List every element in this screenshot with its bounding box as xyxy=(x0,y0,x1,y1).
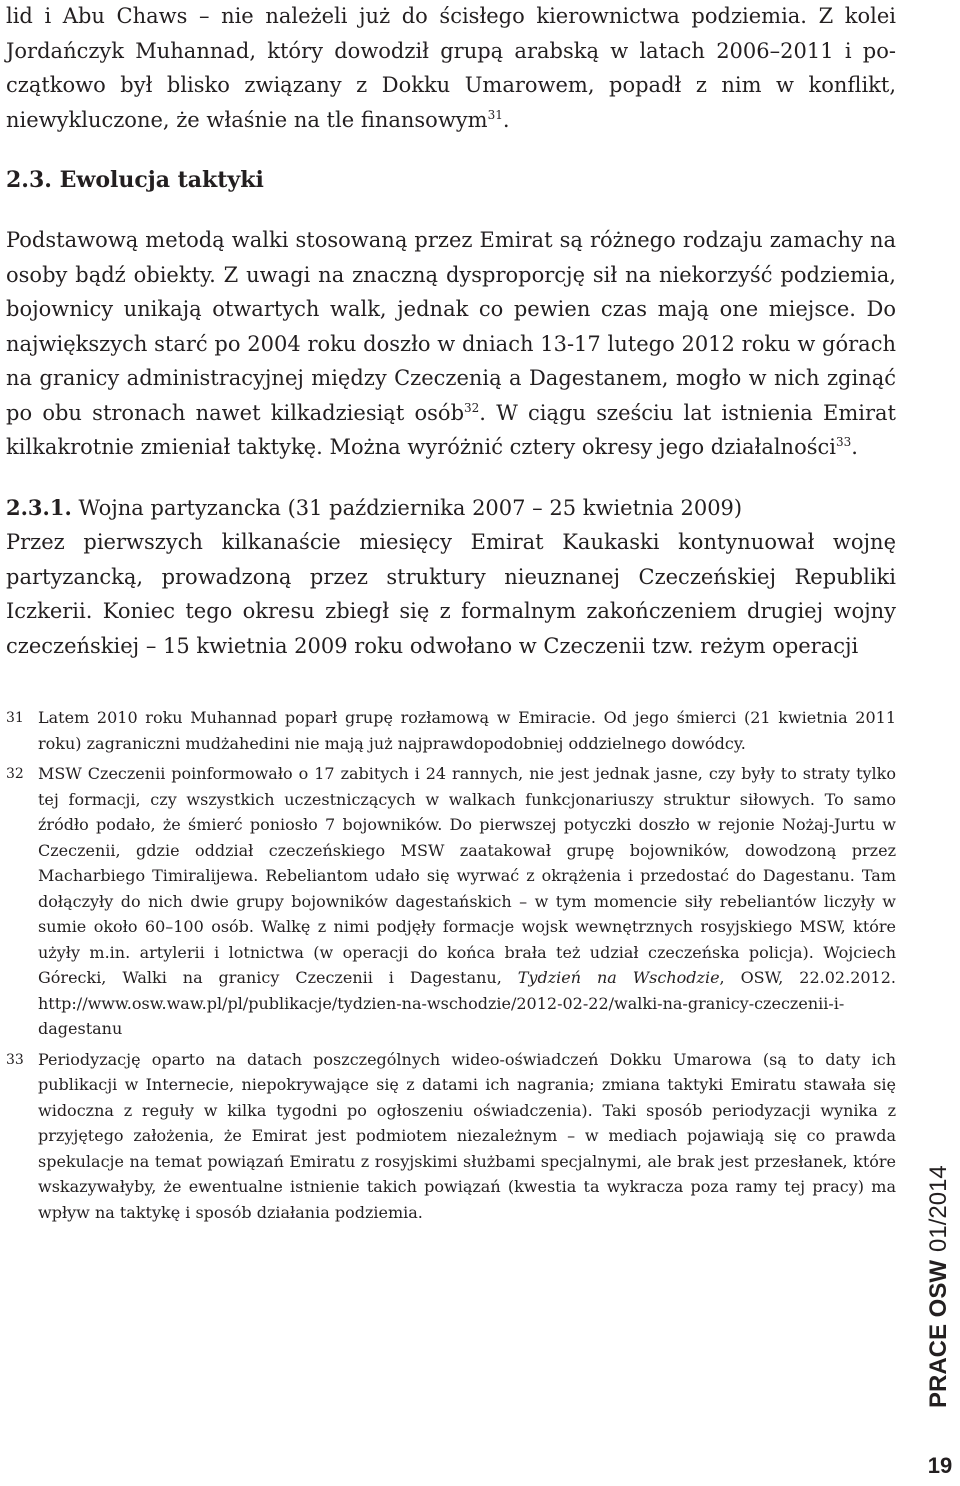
footnote-ref-31[interactable]: 31 xyxy=(487,107,503,122)
footnote-32 xyxy=(6,761,896,1042)
paragraph-guerrilla: Przez pierwszych kilkanaście miesięcy Emirat Kaukaski kontynuował wojnę partyzancką, prowadzoną przez struktury nieuznanej Czeczeńskiej Republiki Iczkerii. Koniec tego okresu zbiegł się z formalnym zakończeniem drugiej wojny czeczeńskiej – 15 kwietnia 2009 roku odwołano w Czeczenii tzw. reżym operacji xyxy=(6,530,896,658)
section-title: Ewolucja taktyki xyxy=(59,167,264,193)
publication-side-label xyxy=(922,1165,956,1408)
section-heading xyxy=(6,163,896,197)
publication-name: PRACE OSW xyxy=(925,1259,952,1408)
footnote-number: 33 xyxy=(6,1051,24,1068)
footnote-number: 31 xyxy=(6,710,24,726)
footnote-number: 32 xyxy=(6,766,24,782)
subsection-heading xyxy=(6,491,896,526)
footnote-33 xyxy=(6,1047,896,1226)
footnotes xyxy=(6,705,896,1225)
subsection-number: 2.3.1. xyxy=(6,494,72,520)
paragraph-tactics: Podstawową metodą walki stosowaną przez Emirat są różnego rodzaju zamachy na osoby bądź obiekty. Z uwagi na znaczną dysproporcję sił na niekorzyść podziemia, bojownicy unikają otwartych walk, jednak co pewien czas mają one miejsce. Do największych starć po 2004 roku doszło w dniach 13-17 lutego 2012 roku w górach na granicy administracyjnej między Czeczenią a Dagestanem, mogło w nich zginąć po obu stronach nawet kilkadziesiąt osób$^{32}$. W ciągu sześciu lat istnienia Emirat kilkakrotnie zmieniał taktykę. Można wyróżnić cztery okresy jego działalności$^{33}$. xyxy=(6,228,896,459)
footnote-31 xyxy=(6,705,896,756)
footnote-text: MSW Czeczenii poinformowało o 17 zabitych i 24 rannych, nie jest jednak jasne, czy były to straty tylko tej formacji, czy wszystkich uczestniczących w walkach funkcjonariuszy struktur siłowych. To samo źródło podało, że śmierć poniosło 7 bojowników. Do pierwszej potyczki doszło w rejonie Nożaj-Jurtu w Czeczenii, gdzie oddział czeczeńskiego MSW zaatakował grupę bojowników, dowodzoną przez Macharbiego Timiralijewa. Rebeliantom udało się wyrwać z okrążenia i przedostać do Dagestanu. Tam dołączyły do nich dwie grupy bojowników dagestańskich – w tym momencie siły rebeliantów liczyły w sumie około 60–100 osób. Walkę z nimi podjęły formacje wojsk wewnętrznych rosyjskiego MSW, które użyły m.in. artylerii i lotnictwa (w operacji do końca brała też udział czeczeńska policja). Wojciech Górecki, Walki na granicy Czeczenii i Dagestanu, Tydzień na Wschodzie, OSW, 22.02.2012. http://www.osw.waw.pl/pl/publikacje/tydzien-na-wschodzie/2012-02-22/walki-na-granicy-czeczenii-i-dagestanu xyxy=(38,764,897,1038)
subsection-title: Wojna partyzancka (31 października 2007 – 25 kwietnia 2009) xyxy=(78,495,743,520)
footnote-ref-33[interactable]: 33 xyxy=(835,435,852,449)
footnote-ref-32[interactable]: 32 xyxy=(464,400,480,415)
footnote-source-link[interactable]: , OSW, 22.02.2012. http://www.osw.waw.pl/pl/publikacje/tydzien-na-wschodzie/2012-02-22/walki-na-granicy-czeczenii-i-dagestanu xyxy=(38,968,897,1038)
publication-title: Tydzień na Wschodzie xyxy=(517,968,720,987)
issue-number: 01/2014 xyxy=(925,1165,952,1252)
section-number: 2.3. xyxy=(6,167,52,193)
page-number: 19 xyxy=(927,1453,953,1478)
main-text-column xyxy=(6,0,896,1230)
paragraph-intro: lid i Abu Chaws – nie należeli już do ścisłego kierownictwa podziemia. Z kolei Jordańczyk Muhannad, który dowodził grupą arabską w latach 2006–2011 i początkowo był blisko związany z Dokku Umarowem, popadł z nim w konflikt, niewykluczone, że właśnie na tle finansowym$^{31}$. xyxy=(6,4,896,132)
footnote-text: Periodyzację oparto na datach poszczególnych wideo-oświadczeń Dokku Umarowa (są to daty ich publikacji w Internecie, niepokrywające się z datami ich nagrania; zmiana taktyki Emiratu stawała się widoczna z reguły w kilka tygodni po ogłoszeniu oświadczenia). Taki sposób periodyzacji wynika z przyjętego założenia, że Emirat jest podmiotem niezależnym – w mediach pojawiają się co prawda spekulacje na temat powiązań Emiratu z rosyjskimi służbami specjalnymi, ale brak jest przesłanek, które wskazywałyby, że ewentualne istnienie takich powiązań (kwestia ta wykracza poza ramy tej pracy) ma wpływ na taktykę i sposób działania podziemia. xyxy=(38,1049,896,1222)
footnote-text: Latem 2010 roku Muhannad poparł grupę rozłamową w Emiracie. Od jego śmierci (21 kwietnia 2011 roku) zagraniczni mudżahedini nie mają już najprawdopodobniej oddzielnego dowódcy. xyxy=(38,708,896,753)
